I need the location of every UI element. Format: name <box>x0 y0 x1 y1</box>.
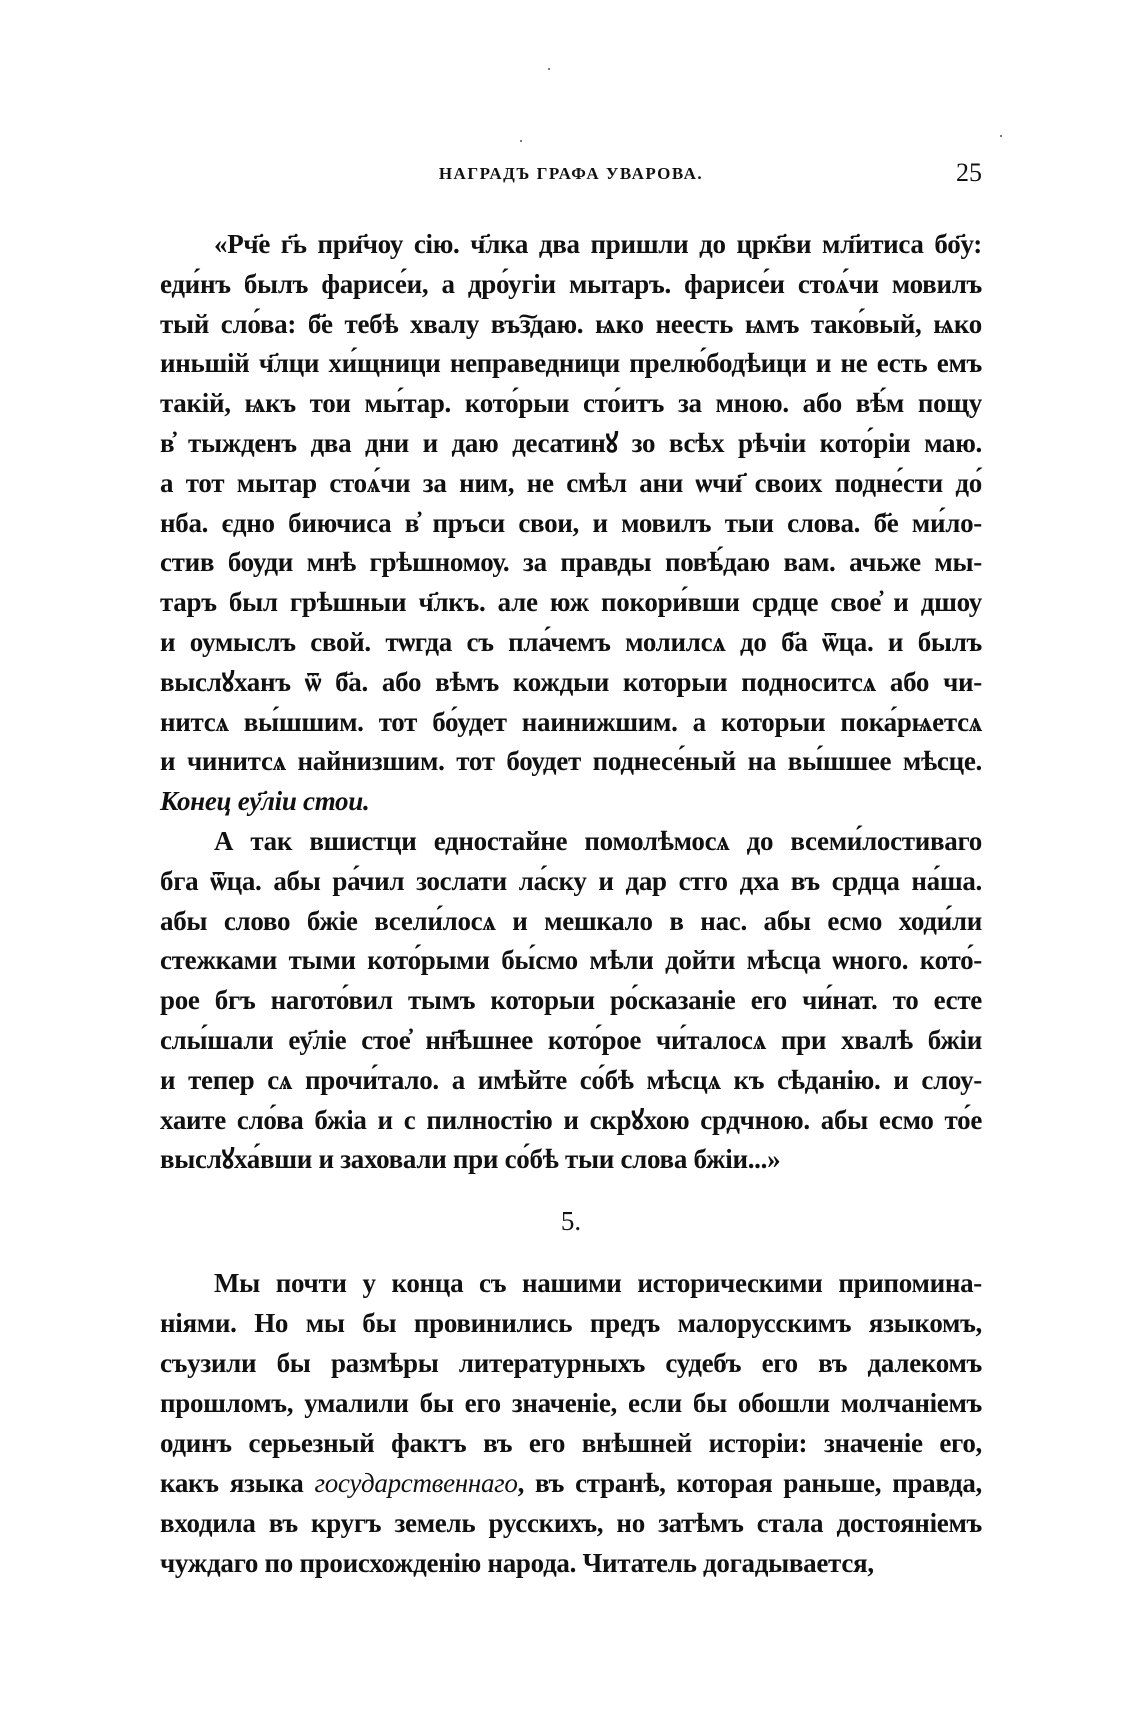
text-line: бга ѿца. абы ра́чил зослати ла́ску и дар стго дха въ срдца на́ша. <box>160 865 982 896</box>
text-line: таръ был грѣшныи ч҃лкъ. але юж покори́вши срдце свое̓ и дшоу <box>160 587 982 618</box>
paragraph-prayer <box>160 822 982 1180</box>
text-line: съузили бы размѣры литературныхъ судебъ его въ далекомъ <box>160 1348 982 1378</box>
text-line: нба. єдно биючиса в̓ пръси свои, и мовилъ тыи слова. б҃е ми́ло- <box>160 507 982 538</box>
text-line: выслꙋха́вши и заховали при со́бѣ тыи слова бжіи...» <box>160 1144 781 1175</box>
text-line: рое бгъ нагото́вил тымъ которыи ро́сказаніе его чи́нат. то есте <box>160 985 982 1016</box>
text-line: и чинитсѧ найнизшим. тот боудет поднесе́ный на вы́шшее мѣсце. <box>160 746 982 777</box>
text-line: а тот мытар стоѧ́чи за ним, не смѣл ани ѡчи҃ своих подне́сти до́ <box>160 467 982 498</box>
italic-phrase: государственнаго <box>314 1468 518 1498</box>
text-line: одинъ серьезный фактъ въ его внѣшней исторіи: значеніе его, <box>160 1428 982 1458</box>
text-line: стежками тыми кото́рыми бы́смо мѣли дойти мѣсца ѡного. кото́- <box>160 945 982 976</box>
section-number: 5. <box>560 1206 582 1236</box>
text-line: входила въ кругъ земель русскихъ, но затѣмъ стала достояніемъ <box>160 1508 982 1538</box>
text-line: стив боуди мнѣ грѣшномоу. за правды повѣ́даю вам. ачьже мы- <box>160 547 982 578</box>
text-line: ніями. Но мы бы провинились предъ малорусскимъ языкомъ, <box>160 1308 982 1338</box>
text-line: нитсѧ вы́шшим. тот бо́удет наинижшим. а которыи пока́рѩетсѧ <box>160 706 982 737</box>
scan-speck <box>520 140 522 142</box>
paragraph-gospel-quote <box>160 225 982 822</box>
text-line: А так вшистци едностайне помолѣмосѧ до всеми́лостиваго <box>214 826 982 856</box>
text-line: иньшій ч҃лци хи́щници неправедници прелю́бодѣици и не есть емъ <box>160 348 982 379</box>
text-line: и оумыслъ свой. тѡгда съ пла́чемъ молилсѧ до б҃а ѿца. и былъ <box>160 626 982 657</box>
text-line: Конец еу҃ліи стои. <box>160 786 370 817</box>
running-title: НАГРАДЪ ГРАФА УВАРОВА. <box>438 164 704 183</box>
text-line: абы слово бжіе всели́лосѧ и мешкало в нас. абы есмо ходи́ли <box>160 905 982 936</box>
text-line: Мы почти у конца съ нашими историческими припомина- <box>214 1268 982 1298</box>
running-header <box>160 158 982 192</box>
text-line: выслꙋханъ ѿ б҃а. або вѣмъ кождыи которыи подноситсѧ або чи- <box>160 666 982 697</box>
text-line: в̓ тыжденъ два дни и даю десатинꙋ зо всѣх рѣчіи кото́ріи маю. <box>160 427 982 458</box>
text-line: «Рч҃е г҃ь при҃чоу сію. ч҃лка два пришли до црк҃ви мл҃итиса бо҃у: <box>214 229 982 259</box>
text-line: прошломъ, умалили бы его значеніе, если бы обошли молчаніемъ <box>160 1388 982 1418</box>
text-line: какъ языка государственнаго, въ странѣ, которая раньше, правда, <box>160 1468 982 1498</box>
paragraph-section-5 <box>160 1263 982 1583</box>
scan-speck <box>1000 135 1002 137</box>
text-line: слы́шали еу҃ліе стое̓ нн҃ѣшнее кото́рое чи́талосѧ при хвалѣ бжіи <box>160 1024 982 1055</box>
page-number: 25 <box>956 158 982 187</box>
text-line: чуждаго по происхожденію народа. Читатель догадывается, <box>160 1548 874 1578</box>
text-line: хаите сло́ва бжіа и с пилностію и скрꙋхою срдчною. абы есмо то́е <box>160 1104 982 1135</box>
text-line: такій, ѩкъ тои мы́тар. кото́рыи сто́итъ за мною. або вѣ́м пощу <box>160 388 982 419</box>
text-line: тый сло́ва: б҃е тебѣ хвалу въ͠здаю. ѩко неесть ѩмъ тако́вый, ѩко <box>160 308 982 339</box>
scan-speck <box>548 68 550 70</box>
text-line: и тепер сѧ прочи́тало. а имѣйте со́бѣ мѣсцѧ къ сѣданію. и слоу- <box>160 1064 982 1095</box>
text-line: еди́нъ былъ фарисе́и, а дро́угіи мытаръ. фарисе́и стоѧ́чи мовилъ <box>160 268 982 299</box>
